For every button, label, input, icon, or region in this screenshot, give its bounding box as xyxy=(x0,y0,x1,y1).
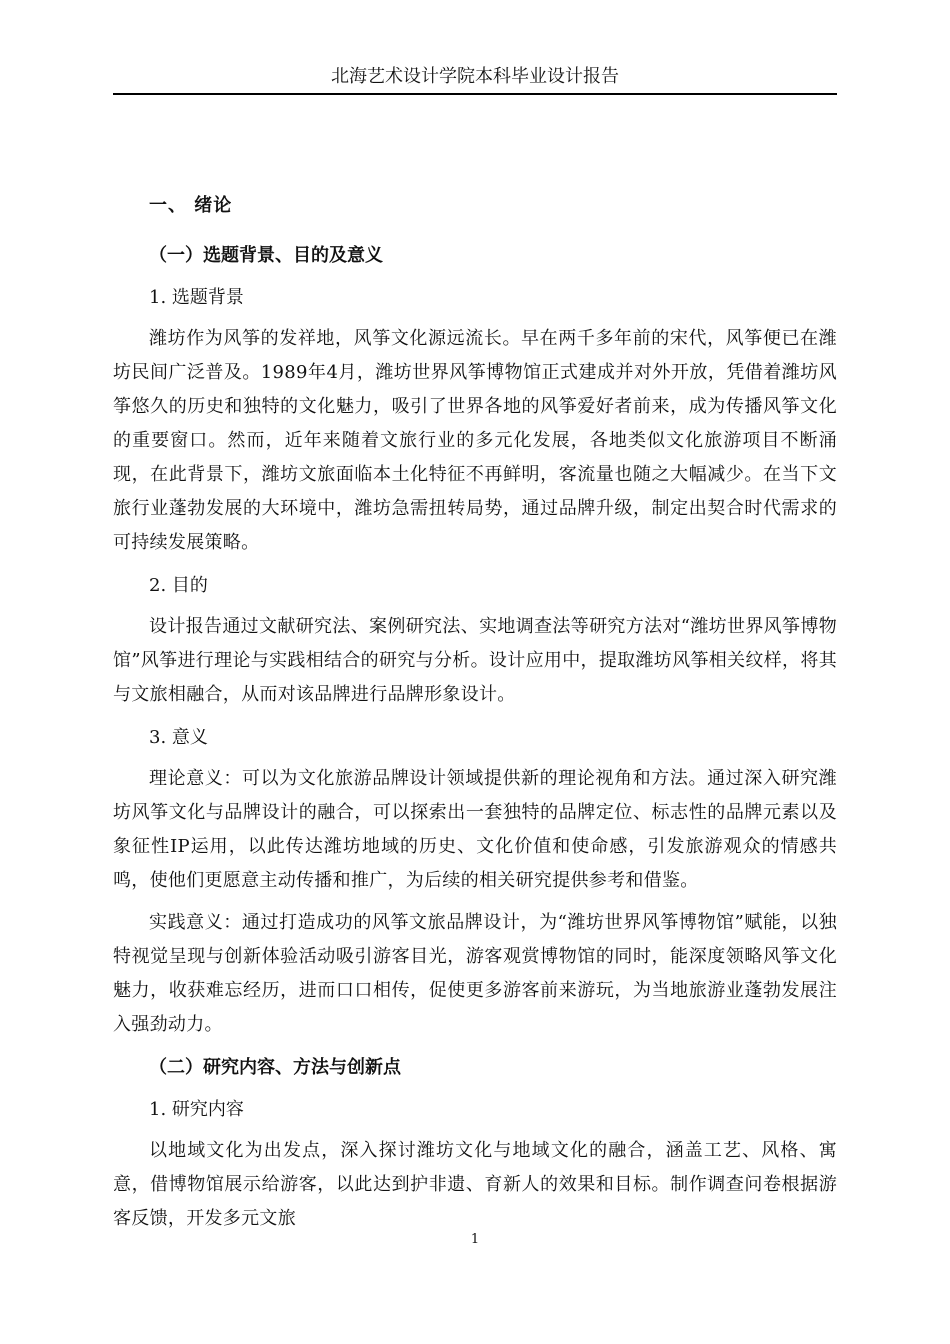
paragraph-practical-significance: 实践意义：通过打造成功的风筝文旅品牌设计，为“潍坊世界风筝博物馆”赋能，以独特视觉呈现与创新体验活动吸引游客目光，游客观赏博物馆的同时，能深度领略风筝文化魅力，收获难忘经历，进而口口相传，促使更多游客前来游玩，为当地旅游业蓬勃发展注入强劲动力。 xyxy=(113,912,837,1035)
paragraph-topic-background: 潍坊作为风筝的发祥地，风筝文化源远流长。早在两千多年前的宋代，风筝便已在潍坊民间广泛普及。1989年4月，潍坊世界风筝博物馆正式建成并对外开放，凭借着潍坊风筝悠久的历史和独特的文化魅力，吸引了世界各地的风筝爱好者前来，成为传播风筝文化的重要窗口。然而，近年来随着文旅行业的多元化发展，各地类似文化旅游项目不断涌现，在此背景下，潍坊文旅面临本土化特征不再鲜明，客流量也随之大幅减少。在当下文旅行业蓬勃发展的大环境中，潍坊急需扭转局势，通过品牌升级，制定出契合时代需求的可持续发展策略。 xyxy=(113,328,837,553)
section-heading-research: （二）研究内容、方法与创新点 xyxy=(149,1057,401,1078)
subsection-heading-topic-background: 1. 选题背景 xyxy=(149,287,244,308)
subsection-heading-research-content: 1. 研究内容 xyxy=(149,1099,244,1120)
page-number: 1 xyxy=(470,1232,480,1247)
chapter-heading: 一、 绪论 xyxy=(149,195,233,216)
subsection-heading-purpose: 2. 目的 xyxy=(149,575,208,596)
paragraph-research-content: 以地域文化为出发点，深入探讨潍坊文化与地域文化的融合，涵盖工艺、风格、寓意，借博物馆展示给游客，以此达到护非遗、育新人的效果和目标。制作调查问卷根据游客反馈，开发多元文旅 xyxy=(113,1140,837,1229)
page-header: 北海艺术设计学院本科毕业设计报告 xyxy=(113,64,837,95)
subsection-heading-significance: 3. 意义 xyxy=(149,727,208,748)
document-body xyxy=(113,188,837,1244)
paragraph-purpose: 设计报告通过文献研究法、案例研究法、实地调查法等研究方法对“潍坊世界风筝博物馆”风筝进行理论与实践相结合的研究与分析。设计应用中，提取潍坊风筝相关纹样，将其与文旅相融合，从而对该品牌进行品牌形象设计。 xyxy=(113,616,837,705)
paragraph-theoretical-significance: 理论意义：可以为文化旅游品牌设计领域提供新的理论视角和方法。通过深入研究潍坊风筝文化与品牌设计的融合，可以探索出一套独特的品牌定位、标志性的品牌元素以及象征性IP运用，以此传达潍坊地域的历史、文化价值和使命感，引发旅游观众的情感共鸣，使他们更愿意主动传播和推广，为后续的相关研究提供参考和借鉴。 xyxy=(113,768,837,891)
section-heading-background: （一）选题背景、目的及意义 xyxy=(149,245,383,266)
